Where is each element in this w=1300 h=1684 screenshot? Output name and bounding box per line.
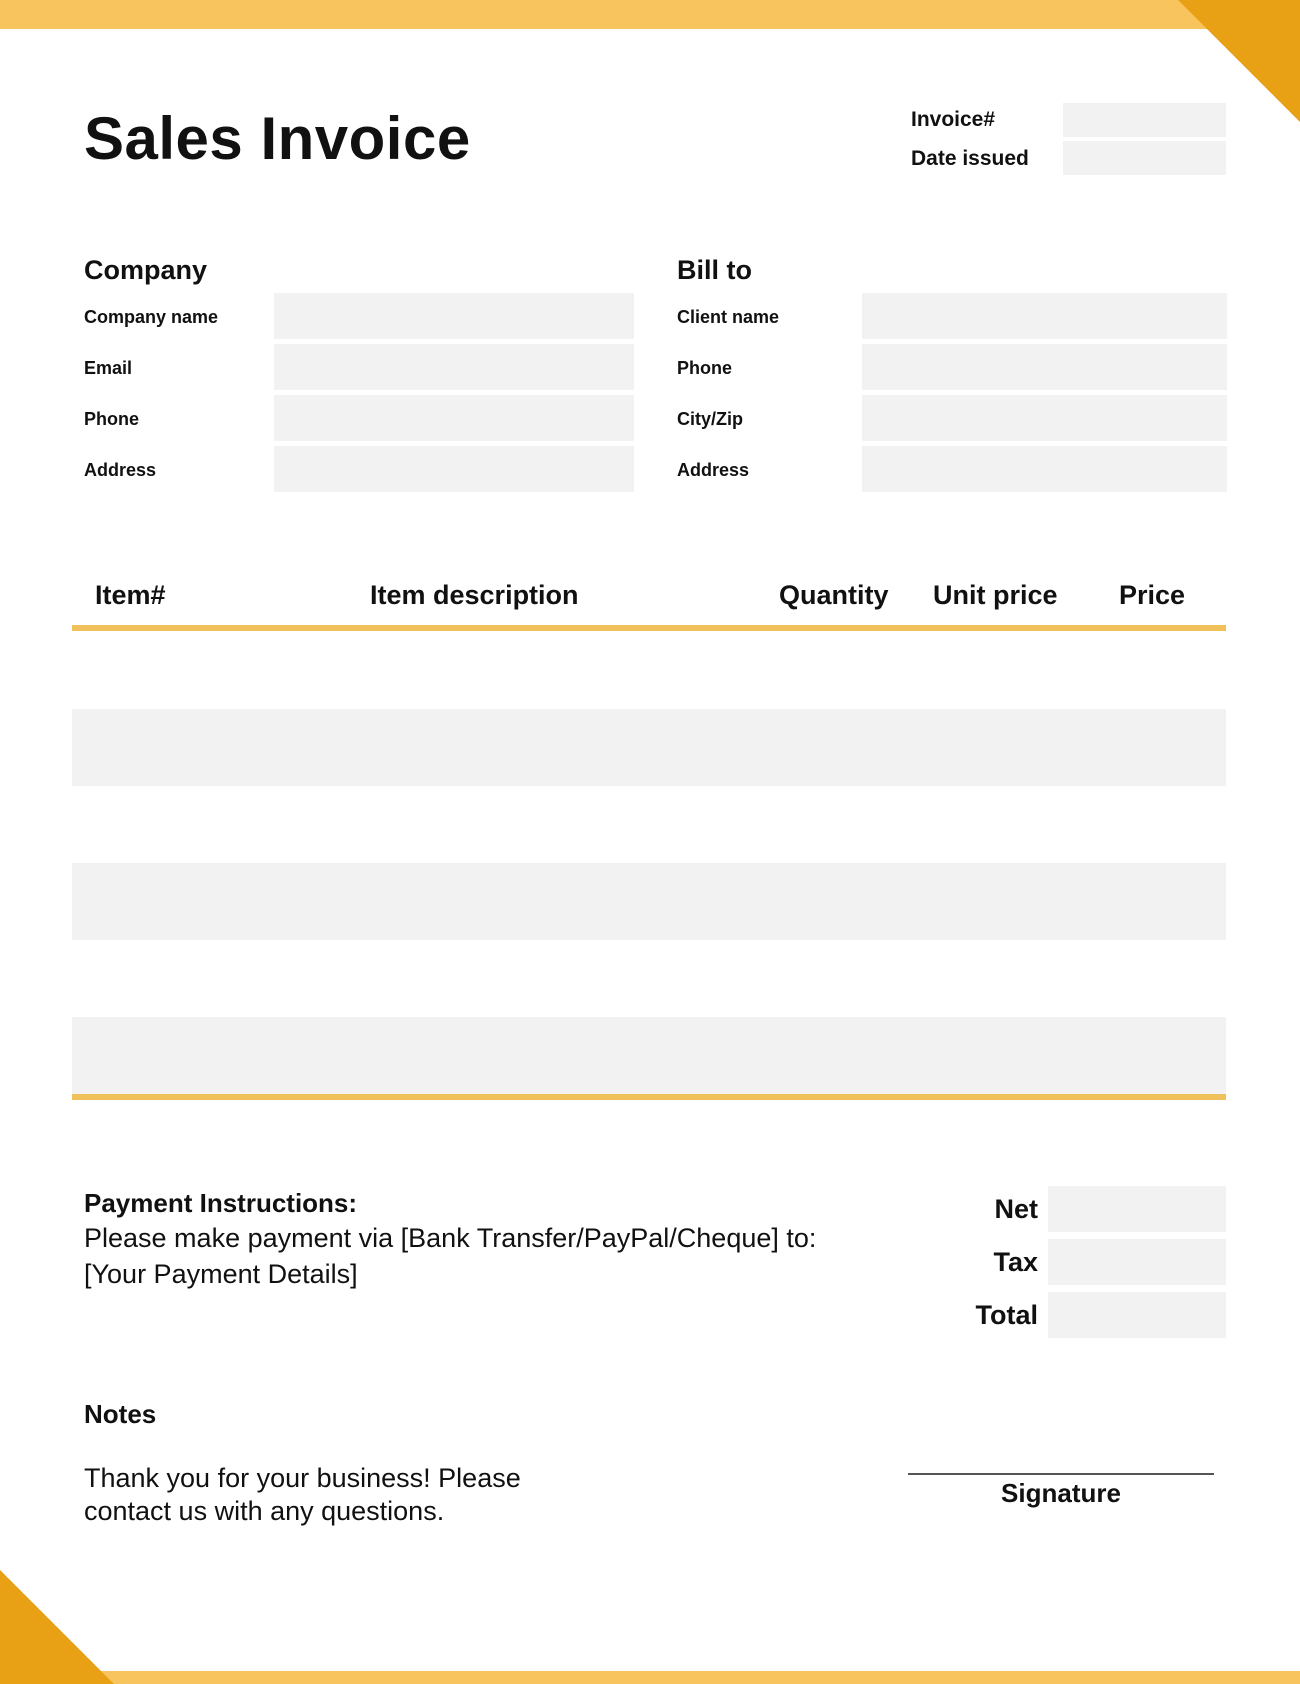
header-item-number: Item# xyxy=(95,580,166,610)
client-name-field[interactable] xyxy=(862,293,1227,339)
page-title: Sales Invoice xyxy=(84,105,471,172)
company-email-label: Email xyxy=(84,358,133,378)
date-issued-label: Date issued xyxy=(911,147,1029,170)
company-address-field[interactable] xyxy=(274,446,634,492)
notes-title: Notes xyxy=(84,1399,157,1429)
table-row[interactable] xyxy=(72,1017,1226,1094)
company-phone-field[interactable] xyxy=(274,395,634,441)
invoice-number-field[interactable] xyxy=(1063,103,1226,137)
tax-label: Tax xyxy=(993,1247,1038,1277)
table-row[interactable] xyxy=(72,863,1226,940)
company-name-field[interactable] xyxy=(274,293,634,339)
tax-field[interactable] xyxy=(1048,1239,1226,1285)
invoice-number-label: Invoice# xyxy=(911,108,996,131)
client-phone-label: Phone xyxy=(677,358,733,378)
total-label: Total xyxy=(975,1300,1038,1330)
client-address-field[interactable] xyxy=(862,446,1227,492)
net-field[interactable] xyxy=(1048,1186,1226,1232)
payment-instructions-title: Payment Instructions: xyxy=(84,1188,358,1218)
client-address-label: Address xyxy=(677,460,750,480)
total-field[interactable] xyxy=(1048,1292,1226,1338)
bill-to-heading: Bill to xyxy=(677,255,752,285)
client-city-zip-label: City/Zip xyxy=(677,409,743,429)
table-footer-rule xyxy=(72,1094,1226,1100)
header-quantity: Quantity xyxy=(779,580,889,610)
company-heading: Company xyxy=(84,255,208,285)
client-name-label: Client name xyxy=(677,307,780,327)
client-city-zip-field[interactable] xyxy=(862,395,1227,441)
bottom-left-corner-decoration xyxy=(0,1570,114,1684)
header-price: Price xyxy=(1119,580,1186,610)
notes-line: contact us with any questions. xyxy=(84,1496,445,1526)
net-label: Net xyxy=(994,1194,1038,1224)
company-phone-label: Phone xyxy=(84,409,140,429)
signature-label: Signature xyxy=(1001,1478,1121,1508)
company-address-label: Address xyxy=(84,460,157,480)
payment-details-line: [Your Payment Details] xyxy=(84,1259,358,1289)
company-email-field[interactable] xyxy=(274,344,634,390)
notes-text xyxy=(84,1462,604,1528)
bottom-accent-bar xyxy=(0,1671,1300,1684)
table-row[interactable] xyxy=(72,786,1226,863)
date-issued-field[interactable] xyxy=(1063,141,1226,175)
header-item-description: Item description xyxy=(370,580,579,610)
table-row[interactable] xyxy=(72,940,1226,1017)
company-name-label: Company name xyxy=(84,307,219,327)
client-phone-field[interactable] xyxy=(862,344,1227,390)
table-row[interactable] xyxy=(72,709,1226,786)
notes-line: Thank you for your business! Please xyxy=(84,1463,521,1493)
signature-line[interactable] xyxy=(908,1473,1214,1475)
table-row[interactable] xyxy=(72,631,1226,709)
header-unit-price: Unit price xyxy=(933,580,1058,610)
payment-instructions-line: Please make payment via [Bank Transfer/PayPal/Cheque] to: xyxy=(84,1223,817,1253)
top-accent-bar xyxy=(0,0,1300,29)
